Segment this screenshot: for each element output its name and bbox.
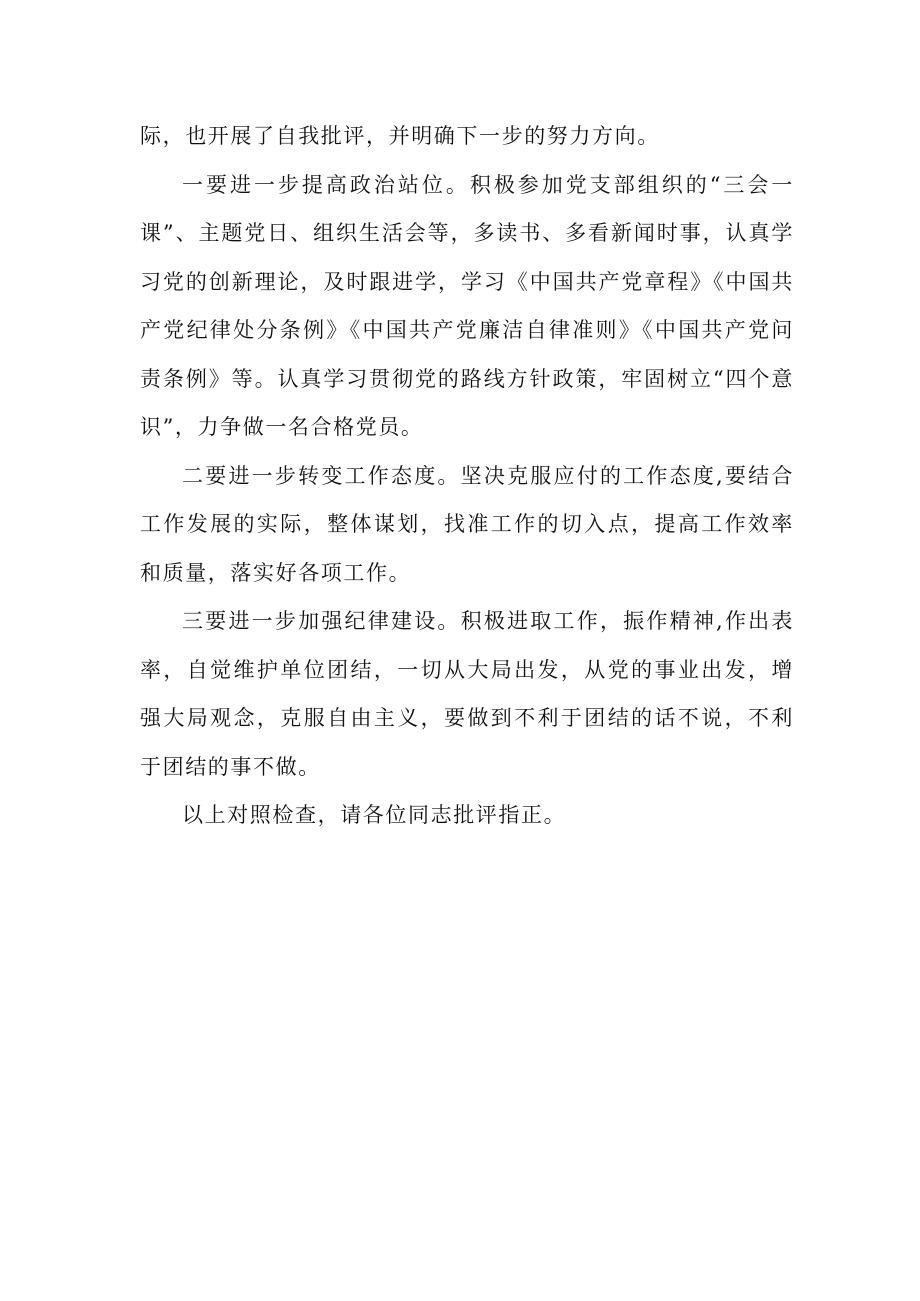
document-body bbox=[140, 112, 794, 840]
paragraph-political-stance: 一要进一步提高政治站位。积极参加党支部组织的“三会一课”、主题党日、组织生活会等，多读书、多看新闻时事，认真学习党的创新理论，及时跟进学，学习《中国共产党章程》《中国共产党纪律处分条例》《中国共产党廉洁自律准则》《中国共产党问责条例》等。认真学习贯彻党的路线方针政策，牢固树立“四个意识”，力争做一名合格党员。 bbox=[140, 172, 794, 439]
paragraph-closing: 以上对照检查，请各位同志批评指正。 bbox=[182, 803, 567, 827]
paragraph-work-attitude: 二要进一步转变工作态度。坚决克服应付的工作态度,要结合工作发展的实际，整体谋划，找准工作的切入点，提高工作效率和质量，落实好各项工作。 bbox=[140, 463, 794, 585]
paragraph-discipline: 三要进一步加强纪律建设。积极进取工作，振作精神,作出表率，自觉维护单位团结，一切从大局出发，从党的事业出发，增强大局观念，克服自由主义，要做到不利于团结的话不说，不利于团结的事不做。 bbox=[140, 609, 794, 779]
paragraph-continuation: 际，也开展了自我批评，并明确下一步的努力方向。 bbox=[140, 124, 660, 148]
